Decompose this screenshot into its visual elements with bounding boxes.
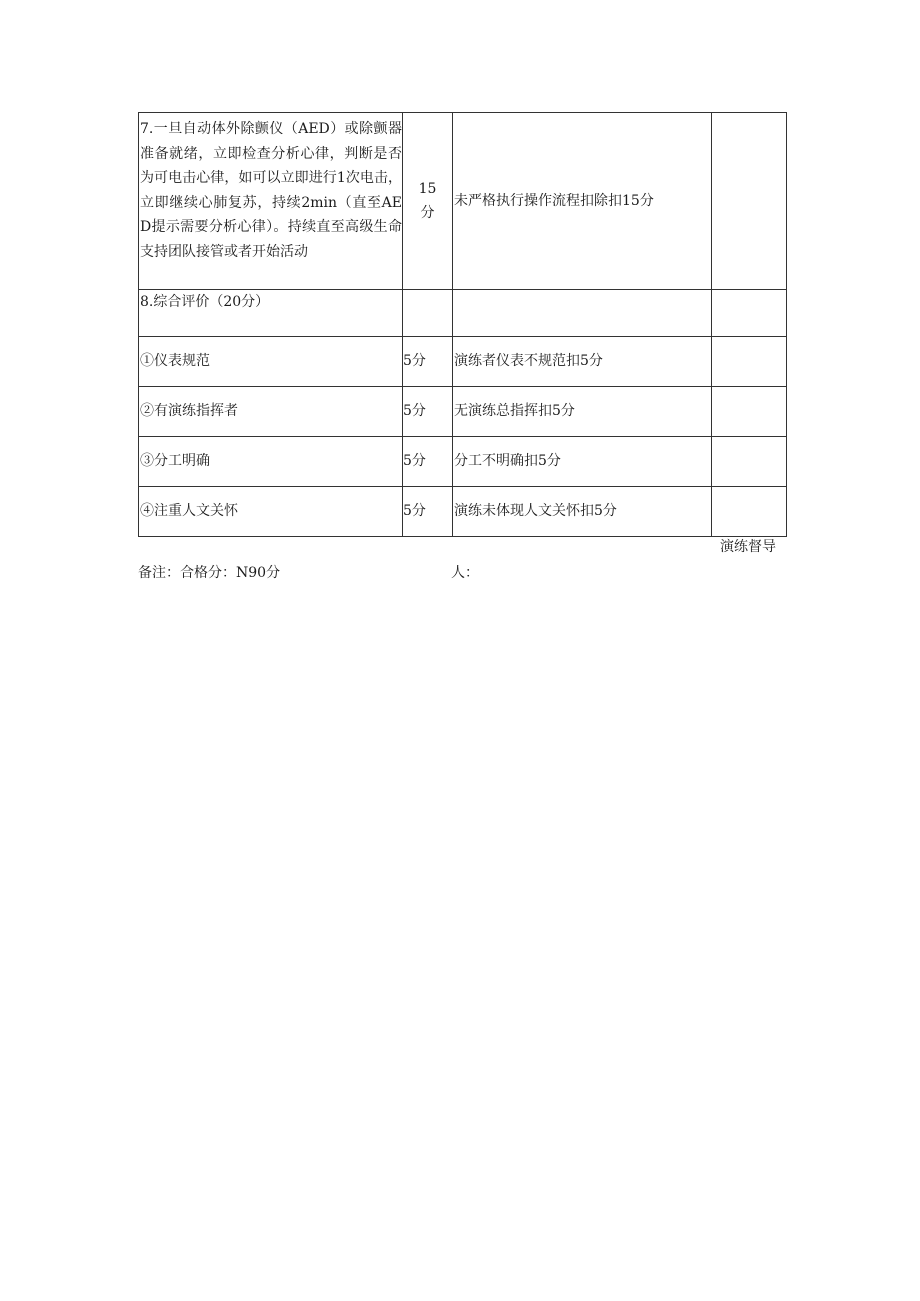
score-entry-cell (712, 113, 787, 290)
deduction-rule-cell (453, 487, 712, 537)
deduction-rule-cell (453, 113, 712, 290)
score-entry-cell (712, 290, 787, 337)
item-text: ④注重人文关怀 (140, 503, 238, 520)
score-unit: 分 (420, 205, 435, 221)
table-row (139, 337, 787, 387)
score-text: 5分 (403, 453, 426, 470)
deduction-rule-cell (453, 290, 712, 337)
score-text: 5分 (403, 503, 426, 520)
item-cell (139, 113, 403, 290)
deduction-rule-cell (453, 437, 712, 487)
item-cell (139, 487, 403, 537)
item-text: 7.一旦自动体外除颤仪（AED）或除颤器准备就绪，立即检查分析心律，判断是否为可电击心律，如可以立即进行1次电击，立即继续心肺复苏，持续2min（直至AED提示需要分析心律）。持续直至高级生命支持团队接管或者开始活动 (140, 121, 402, 260)
score-entry-cell (712, 437, 787, 487)
item-text: ②有演练指挥者 (140, 403, 238, 420)
table-row (139, 290, 787, 337)
table-row (139, 113, 787, 290)
table-row (139, 437, 787, 487)
score-text: 5分 (403, 353, 426, 370)
item-cell (139, 290, 403, 337)
item-text: ③分工明确 (140, 453, 210, 470)
scoring-table (138, 112, 787, 537)
score-cell (403, 290, 453, 337)
item-text: ①仪表规范 (140, 353, 210, 370)
item-text: 8.综合评价（20分） (140, 294, 270, 310)
score-cell (403, 337, 453, 387)
deduction-rule-cell (453, 337, 712, 387)
score-cell (403, 437, 453, 487)
score-entry-cell (712, 487, 787, 537)
supervisor-label-line1: 演练督导 (720, 539, 776, 555)
item-cell (139, 437, 403, 487)
deduction-rule-text: 未严格执行操作流程扣除扣15分 (454, 192, 654, 209)
table-row (139, 487, 787, 537)
supervisor-label-line2: 人： (451, 565, 479, 581)
score-entry-cell (712, 337, 787, 387)
deduction-rule-text: 分工不明确扣5分 (454, 453, 561, 470)
item-cell (139, 387, 403, 437)
table-row (139, 387, 787, 437)
score-cell (403, 387, 453, 437)
item-cell (139, 337, 403, 387)
passing-score-note: 备注：合格分：N90分 (138, 565, 281, 581)
deduction-rule-text: 演练者仪表不规范扣5分 (454, 353, 603, 370)
score-text: 5分 (403, 403, 426, 420)
deduction-rule-text: 演练未体现人文关怀扣5分 (454, 503, 617, 520)
deduction-rule-cell (453, 387, 712, 437)
score-value: 15 (418, 180, 437, 197)
score-entry-cell (712, 387, 787, 437)
score-cell (403, 487, 453, 537)
deduction-rule-text: 无演练总指挥扣5分 (454, 403, 575, 420)
score-cell (403, 113, 453, 290)
